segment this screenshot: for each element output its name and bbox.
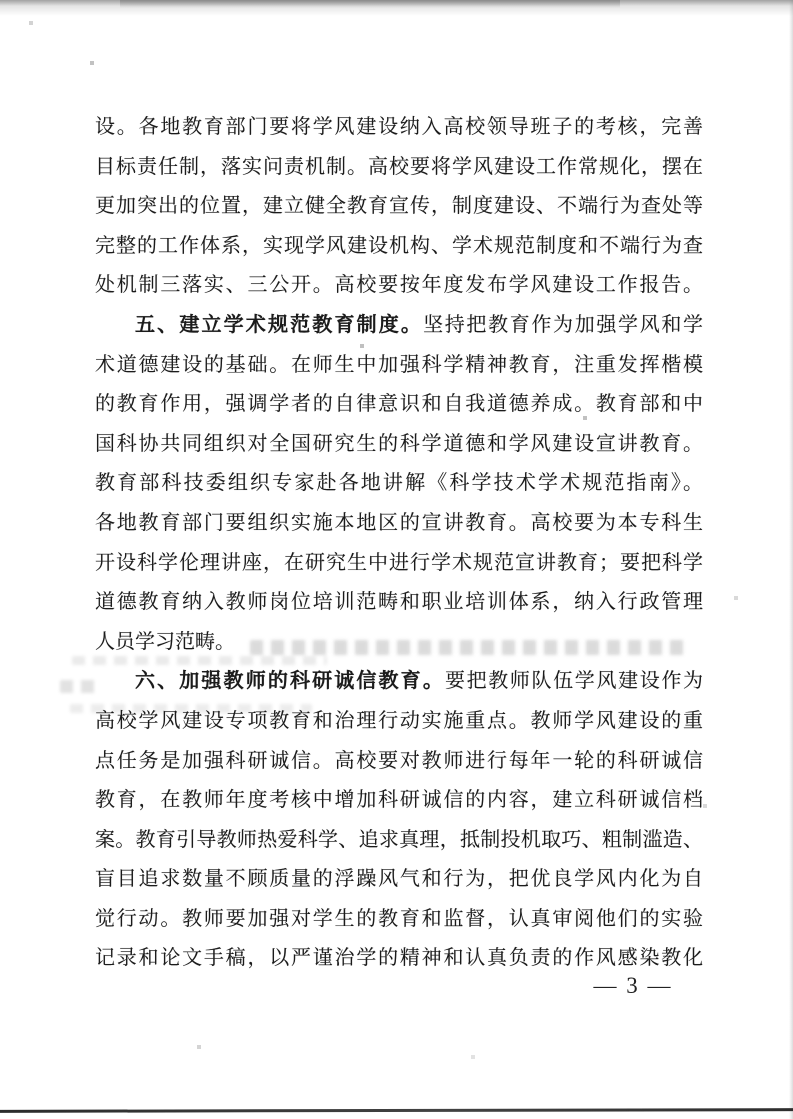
text-segment: 开设科学伦理讲座，在研究生中进行学术规范宣讲教育；要把科学	[95, 551, 703, 574]
text-line	[95, 306, 703, 346]
text-line	[95, 148, 703, 188]
text-segment: 完整的工作体系，实现学风建设机构、学术规范制度和不端行为查	[95, 234, 703, 257]
text-line	[95, 266, 703, 306]
text-line	[95, 346, 703, 386]
text-line	[95, 583, 703, 623]
document-body-text	[95, 108, 703, 979]
text-segment: 坚持把教育作为加强学风和学	[423, 313, 704, 336]
text-segment: 觉行动。教师要加强对学生的教育和监督，认真审阅他们的实验	[95, 907, 703, 930]
scan-page-bottom-edge	[0, 1108, 793, 1113]
scan-noise-specks	[0, 0, 2, 2]
text-segment: 设。各地教育部门要将学风建设纳入高校领导班子的考核，完善	[95, 116, 703, 138]
page-number: — 3 —	[593, 973, 673, 998]
text-segment: 更加突出的位置，建立健全教育宣传，制度建设、不端行为查处等	[95, 195, 703, 218]
scan-edge-right	[789, 0, 793, 1119]
text-line	[95, 385, 703, 425]
section-heading: 六、加强教师的科研诚信教育。	[135, 670, 445, 693]
text-segment: 教育部科技委组织专家赴各地讲解《科学技术学术规范指南》。	[95, 472, 703, 495]
text-line	[95, 900, 703, 940]
section-heading: 五、建立学术规范教育制度。	[135, 313, 424, 336]
text-segment: 处机制三落实、三公开。高校要按年度发布学风建设工作报告。	[95, 274, 703, 297]
text-segment: 的教育作用，强调学者的自律意识和自我道德养成。教育部和中	[95, 393, 703, 416]
text-line	[95, 623, 703, 663]
text-line	[95, 742, 703, 782]
scan-edge-top-shadow	[120, 0, 620, 8]
text-line	[95, 860, 703, 900]
text-line	[95, 781, 703, 821]
text-line	[95, 425, 703, 465]
text-line	[95, 227, 703, 267]
text-line	[95, 504, 703, 544]
text-line	[95, 464, 703, 504]
text-line	[95, 702, 703, 742]
text-segment: 点任务是加强科研诚信。高校要对教师进行每年一轮的科研诚信	[95, 749, 703, 772]
text-line	[95, 821, 703, 861]
text-line	[95, 108, 703, 148]
text-line	[95, 662, 703, 702]
text-segment: 目标责任制，落实问责机制。高校要将学风建设工作常规化，摆在	[95, 155, 703, 178]
text-segment: 教育，在教师年度考核中增加科研诚信的内容，建立科研诚信档	[95, 789, 703, 812]
text-segment: 要把教师队伍学风建设作为	[444, 670, 704, 693]
text-segment: 案。教育引导教师热爱科学、追求真理，抵制投机取巧、粗制滥造、	[95, 828, 703, 851]
text-segment: 人员学习范畴。	[95, 630, 235, 653]
text-segment: 各地教育部门要组织实施本地区的宣讲教育。高校要为本专科生	[95, 511, 703, 534]
text-line	[95, 187, 703, 227]
text-segment: 道德教育纳入教师岗位培训范畴和职业培训体系，纳入行政管理	[95, 591, 703, 614]
text-line	[95, 544, 703, 584]
text-segment: 记录和论文手稿，以严谨治学的精神和认真负责的作风感染教化	[95, 947, 703, 970]
text-segment: 国科协共同组织对全国研究生的科学道德和学风建设宣讲教育。	[95, 432, 703, 455]
ink-bleed-artifact	[60, 680, 96, 693]
text-segment: 盲目追求数量不顾质量的浮躁风气和行为，把优良学风内化为自	[95, 868, 703, 891]
text-segment: 高校学风建设专项教育和治理行动实施重点。教师学风建设的重	[95, 709, 703, 732]
text-segment: 术道德建设的基础。在师生中加强科学精神教育，注重发挥楷模	[95, 353, 703, 376]
